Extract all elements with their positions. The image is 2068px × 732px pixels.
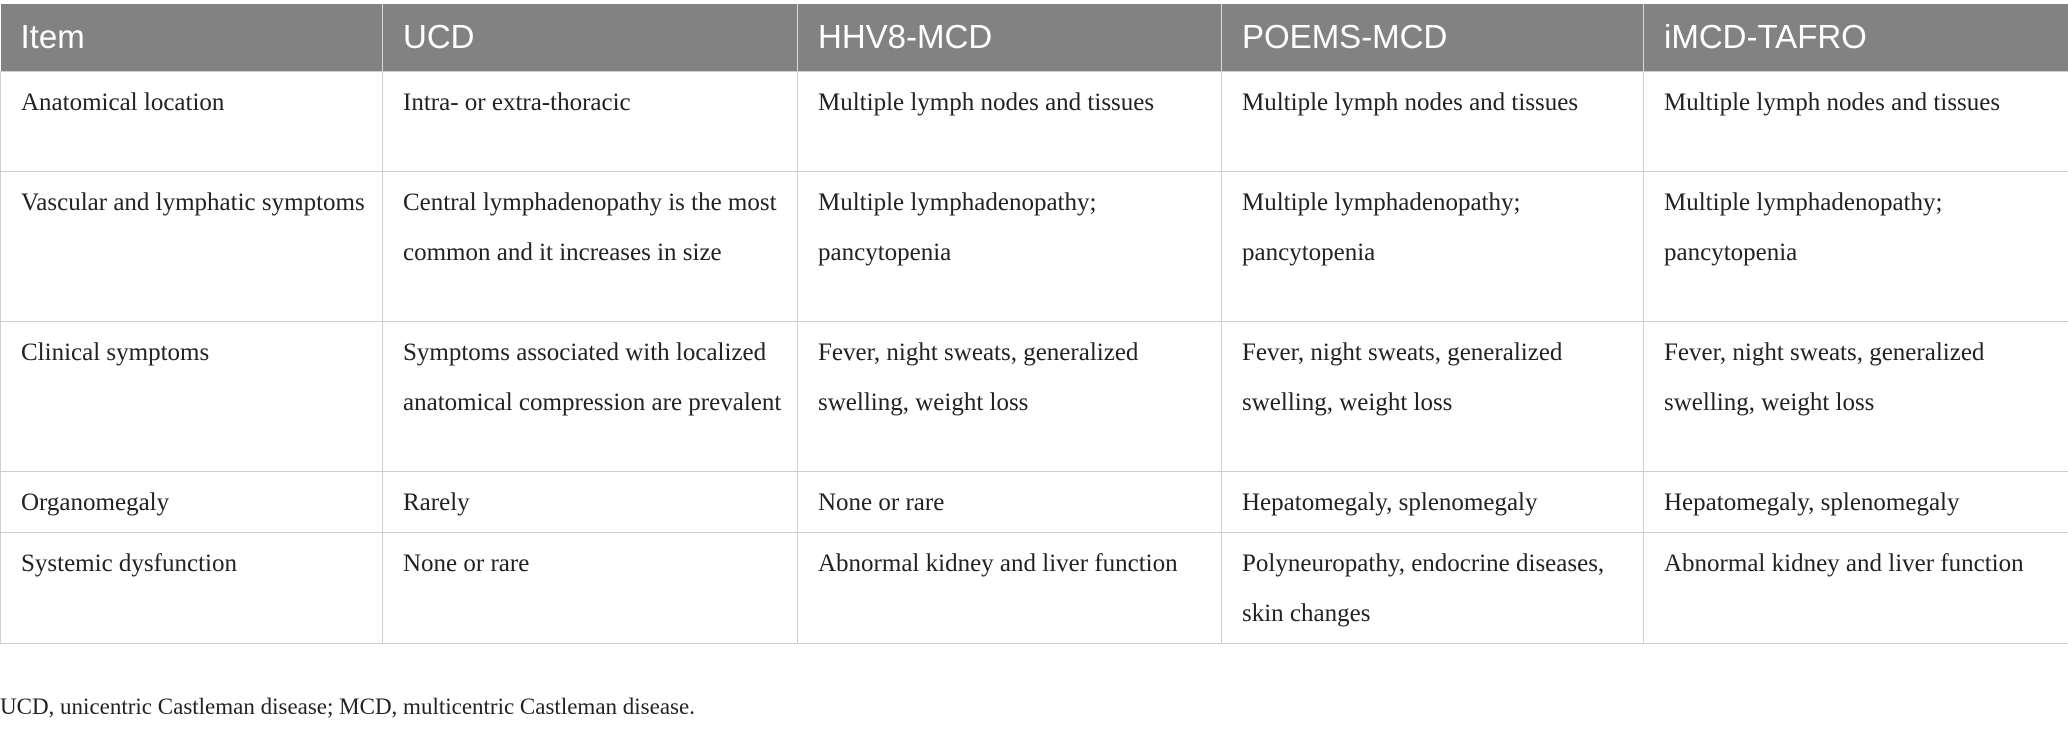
- table-cell: Symptoms associated with localized anatomical compression are prevalent: [383, 321, 798, 471]
- table-cell: Polyneuropathy, endocrine diseases, skin changes: [1222, 532, 1644, 643]
- table-cell: Multiple lymph nodes and tissues: [1644, 71, 2068, 171]
- table-cell: Multiple lymph nodes and tissues: [798, 71, 1222, 171]
- table-body: [1, 71, 2068, 643]
- header-imcd-tafro: iMCD-TAFRO: [1644, 4, 2068, 71]
- table-header: [1, 4, 2068, 71]
- table-cell: None or rare: [383, 532, 798, 643]
- table-cell: Anatomical location: [1, 71, 383, 171]
- table-footnote: UCD, unicentric Castleman disease; MCD, multicentric Castleman disease.: [0, 694, 695, 719]
- table-cell: Vascular and lymphatic symptoms: [1, 171, 383, 321]
- comparison-table-container: [0, 4, 2068, 644]
- table-row: [1, 471, 2068, 532]
- comparison-table: [0, 4, 2068, 644]
- table-row: [1, 71, 2068, 171]
- table-cell: Fever, night sweats, generalized swelling, weight loss: [1644, 321, 2068, 471]
- header-poems-mcd: POEMS-MCD: [1222, 4, 1644, 71]
- header-hhv8-mcd: HHV8-MCD: [798, 4, 1222, 71]
- table-cell: Fever, night sweats, generalized swelling, weight loss: [1222, 321, 1644, 471]
- table-row: [1, 532, 2068, 643]
- table-row: [1, 321, 2068, 471]
- table-cell: Fever, night sweats, generalized swelling, weight loss: [798, 321, 1222, 471]
- table-cell: Rarely: [383, 471, 798, 532]
- table-cell: Abnormal kidney and liver function: [1644, 532, 2068, 643]
- table-cell: Abnormal kidney and liver function: [798, 532, 1222, 643]
- table-cell: Multiple lymphadenopathy; pancytopenia: [1644, 171, 2068, 321]
- table-row: [1, 171, 2068, 321]
- table-cell: Multiple lymphadenopathy; pancytopenia: [1222, 171, 1644, 321]
- table-cell: Systemic dysfunction: [1, 532, 383, 643]
- table-cell: Multiple lymphadenopathy; pancytopenia: [798, 171, 1222, 321]
- table-cell: Clinical symptoms: [1, 321, 383, 471]
- table-cell: Central lymphadenopathy is the most common and it increases in size: [383, 171, 798, 321]
- table-cell: Intra- or extra-thoracic: [383, 71, 798, 171]
- header-item: Item: [1, 4, 383, 71]
- table-cell: Organomegaly: [1, 471, 383, 532]
- header-ucd: UCD: [383, 4, 798, 71]
- table-cell: None or rare: [798, 471, 1222, 532]
- table-cell: Hepatomegaly, splenomegaly: [1222, 471, 1644, 532]
- table-cell: Multiple lymph nodes and tissues: [1222, 71, 1644, 171]
- header-row: [1, 4, 2068, 71]
- table-cell: Hepatomegaly, splenomegaly: [1644, 471, 2068, 532]
